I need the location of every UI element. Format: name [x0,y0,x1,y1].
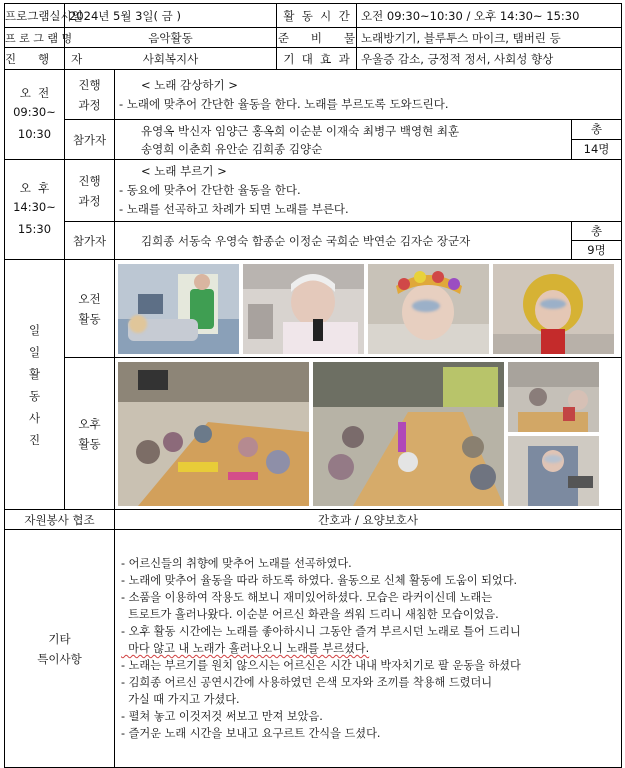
time-value: 오전 09:30~10:30 / 오후 14:30~ 15:30 [357,4,622,28]
note-line: 마다 않고 내 노래가 흘러나오니 노래를 부르셨다. [121,642,370,655]
staff-label: 진 행 자 [5,48,65,70]
morning-process-label: 진행 과정 [65,70,115,120]
effect-value: 우울증 감소, 긍정적 정서, 사회성 향상 [357,48,622,70]
afternoon-photo-4 [508,436,599,506]
morning-label: 오 전 [19,85,50,100]
afternoon-process-label: 진행 과정 [65,160,115,222]
afternoon-process-title: < 노래 부르기 > [141,164,227,178]
afternoon-total [572,222,622,260]
afternoon-total-value: 9명 [587,243,606,257]
afternoon-total-label: 총 [572,222,621,241]
note-line: - 소품을 이용하여 작용도 해보니 재미있어하셨다. 모습은 라커이신데 노래는 [121,591,493,604]
time-label: 활 동 시 간 [277,4,357,28]
program-value: 음악활동 [65,28,277,48]
morning-photo-1 [118,264,239,354]
afternoon-photo-2 [313,362,504,506]
afternoon-process-line: - 노래를 선곡하고 차례가 되면 노래를 부른다. [119,202,349,216]
date-label: 프로그램실시일 [5,4,65,28]
morning-total [572,120,622,160]
morning-cell [5,70,65,160]
note-line: - 오후 활동 시간에는 노래를 좋아하시니 그동안 즐겨 부르시던 노래로 틀어 드리니 [121,625,521,638]
volunteer-value: 간호과 / 요양보호사 [115,510,622,530]
morning-participants [115,120,572,160]
morning-participants-line: 유영옥 박신자 임양근 홍옥희 이순분 이재숙 최병구 백영현 최훈 [141,123,460,138]
morning-photo-3 [368,264,489,354]
afternoon-label: 오 후 [19,180,50,195]
activity-report-table [4,3,622,768]
morning-total-value: 14명 [583,142,610,156]
morning-process [115,70,622,120]
prep-label: 준 비 물 [277,28,357,48]
date-value: 2024년 5월 3일( 금 ) [65,4,277,28]
note-line: - 노래에 맞추어 율동을 따라 하도록 하였다. 율동으로 신체 활동에 도움이 되었다. [121,574,518,587]
afternoon-process [115,160,622,222]
note-line: - 즐거운 노래 시간을 보내고 요구르트 간식을 드셨다. [121,727,381,740]
note-line: - 노래는 부르기를 원치 않으시는 어르신은 시간 내내 박자치기로 팔 운동을 하셨다 [121,659,521,672]
afternoon-time: 14:30~ 15:30 [13,199,56,236]
morning-time: 09:30~ 10:30 [13,104,56,141]
notes-label: 기타 특이사항 [5,530,115,768]
afternoon-photo-label: 오후 활동 [65,358,115,510]
morning-process-title: < 노래 감상하기 > [141,77,238,92]
volunteer-label: 자원봉사 협조 [5,510,115,530]
note-line: 가실 때 가지고 가셨다. [121,693,240,706]
afternoon-participants-line: 김희종 서동숙 우영숙 함종순 이정순 국희순 박연순 김자순 장군자 [115,222,572,260]
afternoon-cell [5,160,65,260]
morning-total-label: 총 [572,120,621,140]
morning-photo-4 [493,264,614,354]
afternoon-photo-1 [118,362,309,506]
morning-participants-line: 송영희 이춘희 유안순 김희종 김양순 [141,141,323,156]
morning-photo-2 [243,264,364,354]
note-line: 트로트가 흘러나왔다. 이순분 어르신 화관을 씌워 드리니 새침한 모습이었음. [121,608,499,621]
effect-label: 기 대 효 과 [277,48,357,70]
afternoon-process-line: - 동요에 맞추어 간단한 율동을 한다. [119,183,301,197]
prep-value: 노래방기기, 블루투스 마이크, 탬버린 등 [357,28,622,48]
morning-photos [115,260,622,358]
afternoon-photo-3 [508,362,599,432]
notes-body [115,530,622,768]
note-line: - 어르신들의 취향에 맞추어 노래를 선곡하였다. [121,557,352,570]
morning-participants-label: 참가자 [65,120,115,160]
afternoon-participants-label: 참가자 [65,222,115,260]
photo-section-label: 일 일 활 동 사 진 [5,260,65,510]
staff-value: 사회복지사 [65,48,277,70]
morning-process-line: - 노래에 맞추어 간단한 율동을 한다. 노래를 부르도록 도와드린다. [119,96,449,111]
program-label: 프 로 그 램 명 [5,28,65,48]
afternoon-photos [115,358,622,510]
note-line: - 김희종 어르신 공연시간에 사용하였던 은색 모자와 조끼를 착용해 드렸더니 [121,676,493,689]
morning-photo-label: 오전 활동 [65,260,115,358]
note-line: - 펼쳐 놓고 이것저것 써보고 만져 보았음. [121,710,323,723]
